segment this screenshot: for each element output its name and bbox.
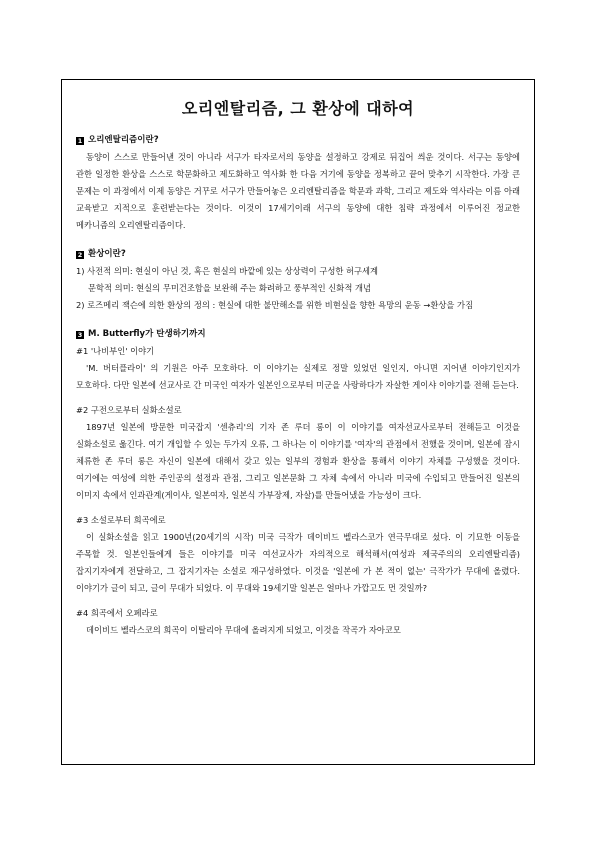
section-1-heading [76,132,520,149]
subsection-2-title: #2 구전으로부터 실화소설로 [76,405,182,415]
section-number-badge: 3 [77,330,83,339]
section-1-title: 오리엔탈리즘이란? [88,135,159,145]
section-2-item-1: 1) 사전적 의미: 현실이 아닌 것, 혹은 현실의 바깥에 있는 상상력이 구성한 허구세계 [76,266,379,276]
subsection-3-paragraph: 이 실화소설을 읽고 1900년(20세기의 시작) 미국 극작가 데이비드 벨라스코가 연극무대로 섰다. 이 기묘한 이동을 주목할 것. 일본인들에게 들은 이야기를 미국 여선교사가 자의적으로 해석해서(여성과 제국주의의 오리엔탈리즘) 잡지기자에게 전달하고, 그 잡지기자는 소설로 재구성하였다. 이것을 '일본에 가 본 적이 없는' 극작가가 무대에 올렸다. 이야기가 글이 되고, 글이 무대가 되었다. 이 무대와 19세기말 일본은 얼마나 가깝고도 먼 것일까? [76,532,520,593]
section-number-badge: 2 [77,250,83,259]
subsection-1-paragraph: 'M. 버터플라이' 의 기원은 아주 모호하다. 이 이야기는 실제로 정말 있었던 일인지, 아니면 지어낸 이야기인지가 모호하다. 다만 일본에 선교사로 간 미국인 여자가 일본인으로부터 미군을 사랑하다가 자살한 게이샤 이야기를 전해 듣는다. [76,363,520,390]
subsection-2-paragraph: 1897년 일본에 방문한 미국잡지 '센츄리'의 기자 존 루더 롱이 이 이야기를 여자선교사로부터 전해듣고 이것을 실화소설로 옮긴다. 여기 개입할 수 있는 두가지 오류, 그 하나는 이 이야기를 '여자'의 관점에서 전했을 것이며, 일본에 잠시 체류한 존 루더 롱은 자신이 일본에 대해서 갖고 있는 일부의 경험과 환상을 통해서 이야기 자체를 구성했을 것이다. 여기에는 여성에 의한 주인공의 설정과 관점, 그리고 일본문화 그 자체 속에서 아니라 미국에 수입되고 만들어진 일본의 이미지 속에서 인과관계(게이샤, 일본여자, 일본식 가부장제, 자살)를 만들어냈을 가능성이 크다. [76,422,520,500]
section-2-title: 환상이란? [88,249,126,259]
document-frame [61,79,535,765]
section-number-badge: 1 [77,136,83,145]
section-2-item-1-literary: 문학적 의미: 현실의 무미건조함을 보완해 주는 화려하고 풍부적인 신화적 개념 [88,283,372,293]
section-3-heading [76,326,520,343]
section-3-title: M. Butterfly가 탄생하기까지 [88,329,206,339]
document-body [76,132,520,639]
subsection-1-title: #1 '나비부인' 이야기 [76,346,155,356]
subsection-4-title: #4 희곡에서 오페라로 [76,608,158,618]
section-1-paragraph: 동양이 스스로 만들어낸 것이 아니라 서구가 타자로서의 동양을 설정하고 강제로 뒤집어 씌운 것이다. 서구는 동양에 관한 일정한 환상을 스스로 학문화하고 제도화하고 역사화 한 다음 거기에 동양을 정복하고 끝어 맞추기 시작한다. 가장 큰 문제는 이 과정에서 이제 동양은 거꾸로 서구가 만들어놓은 오리엔탈리즘을 학문과 과학, 그리고 제도와 역사라는 이름 아래 교육받고 지적으로 훈련받는다는 것이다. 이것이 17세기이래 서구의 동양에 대한 침략 과정에서 이루어진 정교한 메카니즘의 오리엔탈리즘이다. [76,152,520,230]
document-title: 오리엔탈리즘, 그 환상에 대하여 [181,99,415,118]
subsection-4-paragraph: 데이비드 벨라스코의 희곡이 이탈리아 무대에 올려지게 되었고, 이것을 작곡가 자아코모 [86,625,401,635]
section-2-item-2: 2) 로즈메리 잭슨에 의한 환상의 정의 : 현실에 대한 불만해소를 위한 비현실을 향한 욕망의 운동 →환상을 가짐 [76,300,474,310]
section-2-heading [76,246,520,263]
subsection-3-title: #3 소설로부터 희곡에로 [76,515,166,525]
